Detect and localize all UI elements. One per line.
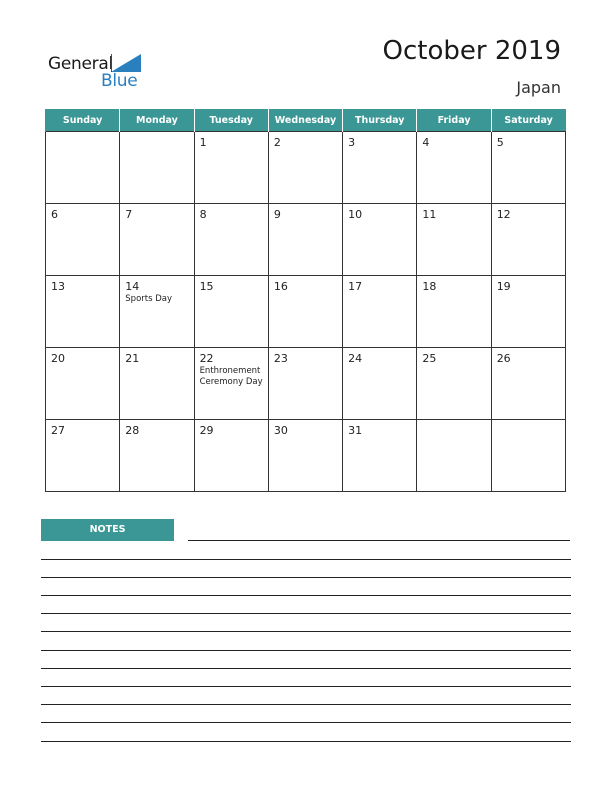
day-number: 31 (348, 424, 363, 437)
day-number: 12 (496, 208, 511, 221)
day-number: 15 (199, 280, 214, 293)
day-number: 14 (125, 280, 140, 293)
weekday-wednesday: Wednesday (268, 109, 342, 132)
notes-line (41, 704, 571, 705)
day-number: 8 (199, 208, 207, 221)
calendar-day-cell (417, 276, 491, 348)
day-number: 3 (348, 136, 356, 149)
day-number: 20 (51, 352, 65, 365)
notes-label: NOTES (41, 519, 174, 541)
day-number: 23 (273, 352, 288, 365)
day-number: 2 (273, 136, 281, 149)
weekday-sunday: Sunday (46, 109, 120, 132)
calendar-day-cell (120, 276, 194, 348)
notes-line (41, 613, 571, 614)
calendar-day-cell (46, 276, 120, 348)
calendar-day-cell (491, 420, 565, 492)
day-number: 1 (199, 136, 207, 149)
calendar-day-cell (343, 204, 417, 276)
calendar-day-cell (120, 348, 194, 420)
calendar-day-cell (343, 132, 417, 204)
day-number: 19 (496, 280, 511, 293)
calendar-day-cell (194, 204, 268, 276)
notes-line (41, 668, 571, 669)
notes-line (41, 686, 571, 687)
calendar-day-cell (491, 276, 565, 348)
calendar-day-cell (268, 348, 342, 420)
notes-line (41, 559, 571, 560)
day-number: 27 (51, 424, 65, 437)
day-number: 25 (422, 352, 437, 365)
day-number: 16 (273, 280, 288, 293)
holiday-event: Enthronement Ceremony Day (199, 366, 263, 387)
calendar-day-cell (417, 204, 491, 276)
weekday-friday: Friday (417, 109, 491, 132)
calendar-day-cell (491, 132, 565, 204)
logo-word-blue: Blue (101, 71, 138, 91)
notes-line (41, 650, 571, 651)
calendar-day-cell (46, 132, 120, 204)
holiday-event: Sports Day (125, 294, 173, 304)
calendar-day-cell (343, 420, 417, 492)
calendar-day-cell (194, 348, 268, 420)
calendar-day-cell (343, 276, 417, 348)
day-number: 29 (199, 424, 214, 437)
notes-line (41, 595, 571, 596)
day-number: 4 (422, 136, 430, 149)
calendar-day-cell (417, 348, 491, 420)
notes-line (41, 722, 571, 723)
day-number: 5 (496, 136, 504, 149)
calendar-grid (45, 109, 566, 492)
day-number: 18 (422, 280, 437, 293)
notes-line (41, 577, 571, 578)
calendar-week-row (46, 420, 566, 492)
calendar-day-cell (120, 420, 194, 492)
notes-line (188, 540, 570, 541)
day-number: 21 (125, 352, 140, 365)
month-year-title: October 2019 (382, 36, 561, 66)
calendar-day-cell (417, 420, 491, 492)
calendar-day-cell (268, 204, 342, 276)
calendar-day-cell (46, 348, 120, 420)
calendar-day-cell (268, 132, 342, 204)
calendar-day-cell (46, 420, 120, 492)
weekday-tuesday: Tuesday (194, 109, 268, 132)
country-name: Japan (516, 78, 561, 97)
day-number: 13 (51, 280, 65, 293)
day-number: 10 (348, 208, 363, 221)
weekday-header-row (46, 109, 566, 132)
day-number: 7 (125, 208, 133, 221)
day-number: 30 (273, 424, 288, 437)
calendar-week-row (46, 204, 566, 276)
day-number: 24 (348, 352, 363, 365)
day-number: 11 (422, 208, 437, 221)
calendar-day-cell (120, 132, 194, 204)
calendar-day-cell (268, 420, 342, 492)
weekday-monday: Monday (120, 109, 194, 132)
calendar-day-cell (417, 132, 491, 204)
calendar-day-cell (491, 348, 565, 420)
logo-word-general: General (48, 54, 113, 74)
calendar-day-cell (194, 420, 268, 492)
general-blue-logo (48, 52, 158, 92)
weekday-saturday: Saturday (491, 109, 565, 132)
calendar-day-cell (120, 204, 194, 276)
notes-line (41, 741, 571, 742)
day-number: 6 (51, 208, 58, 221)
calendar-week-row (46, 132, 566, 204)
day-number: 22 (199, 352, 214, 365)
logo-flag-icon (111, 54, 143, 72)
day-number: 26 (496, 352, 511, 365)
calendar-day-cell (194, 276, 268, 348)
calendar-week-row (46, 276, 566, 348)
day-number: 9 (273, 208, 281, 221)
notes-line (41, 631, 571, 632)
calendar-week-row (46, 348, 566, 420)
calendar-day-cell (268, 276, 342, 348)
weekday-thursday: Thursday (343, 109, 417, 132)
calendar-day-cell (46, 204, 120, 276)
calendar-day-cell (194, 132, 268, 204)
day-number: 17 (348, 280, 363, 293)
calendar-day-cell (491, 204, 565, 276)
calendar-day-cell (343, 348, 417, 420)
day-number: 28 (125, 424, 140, 437)
